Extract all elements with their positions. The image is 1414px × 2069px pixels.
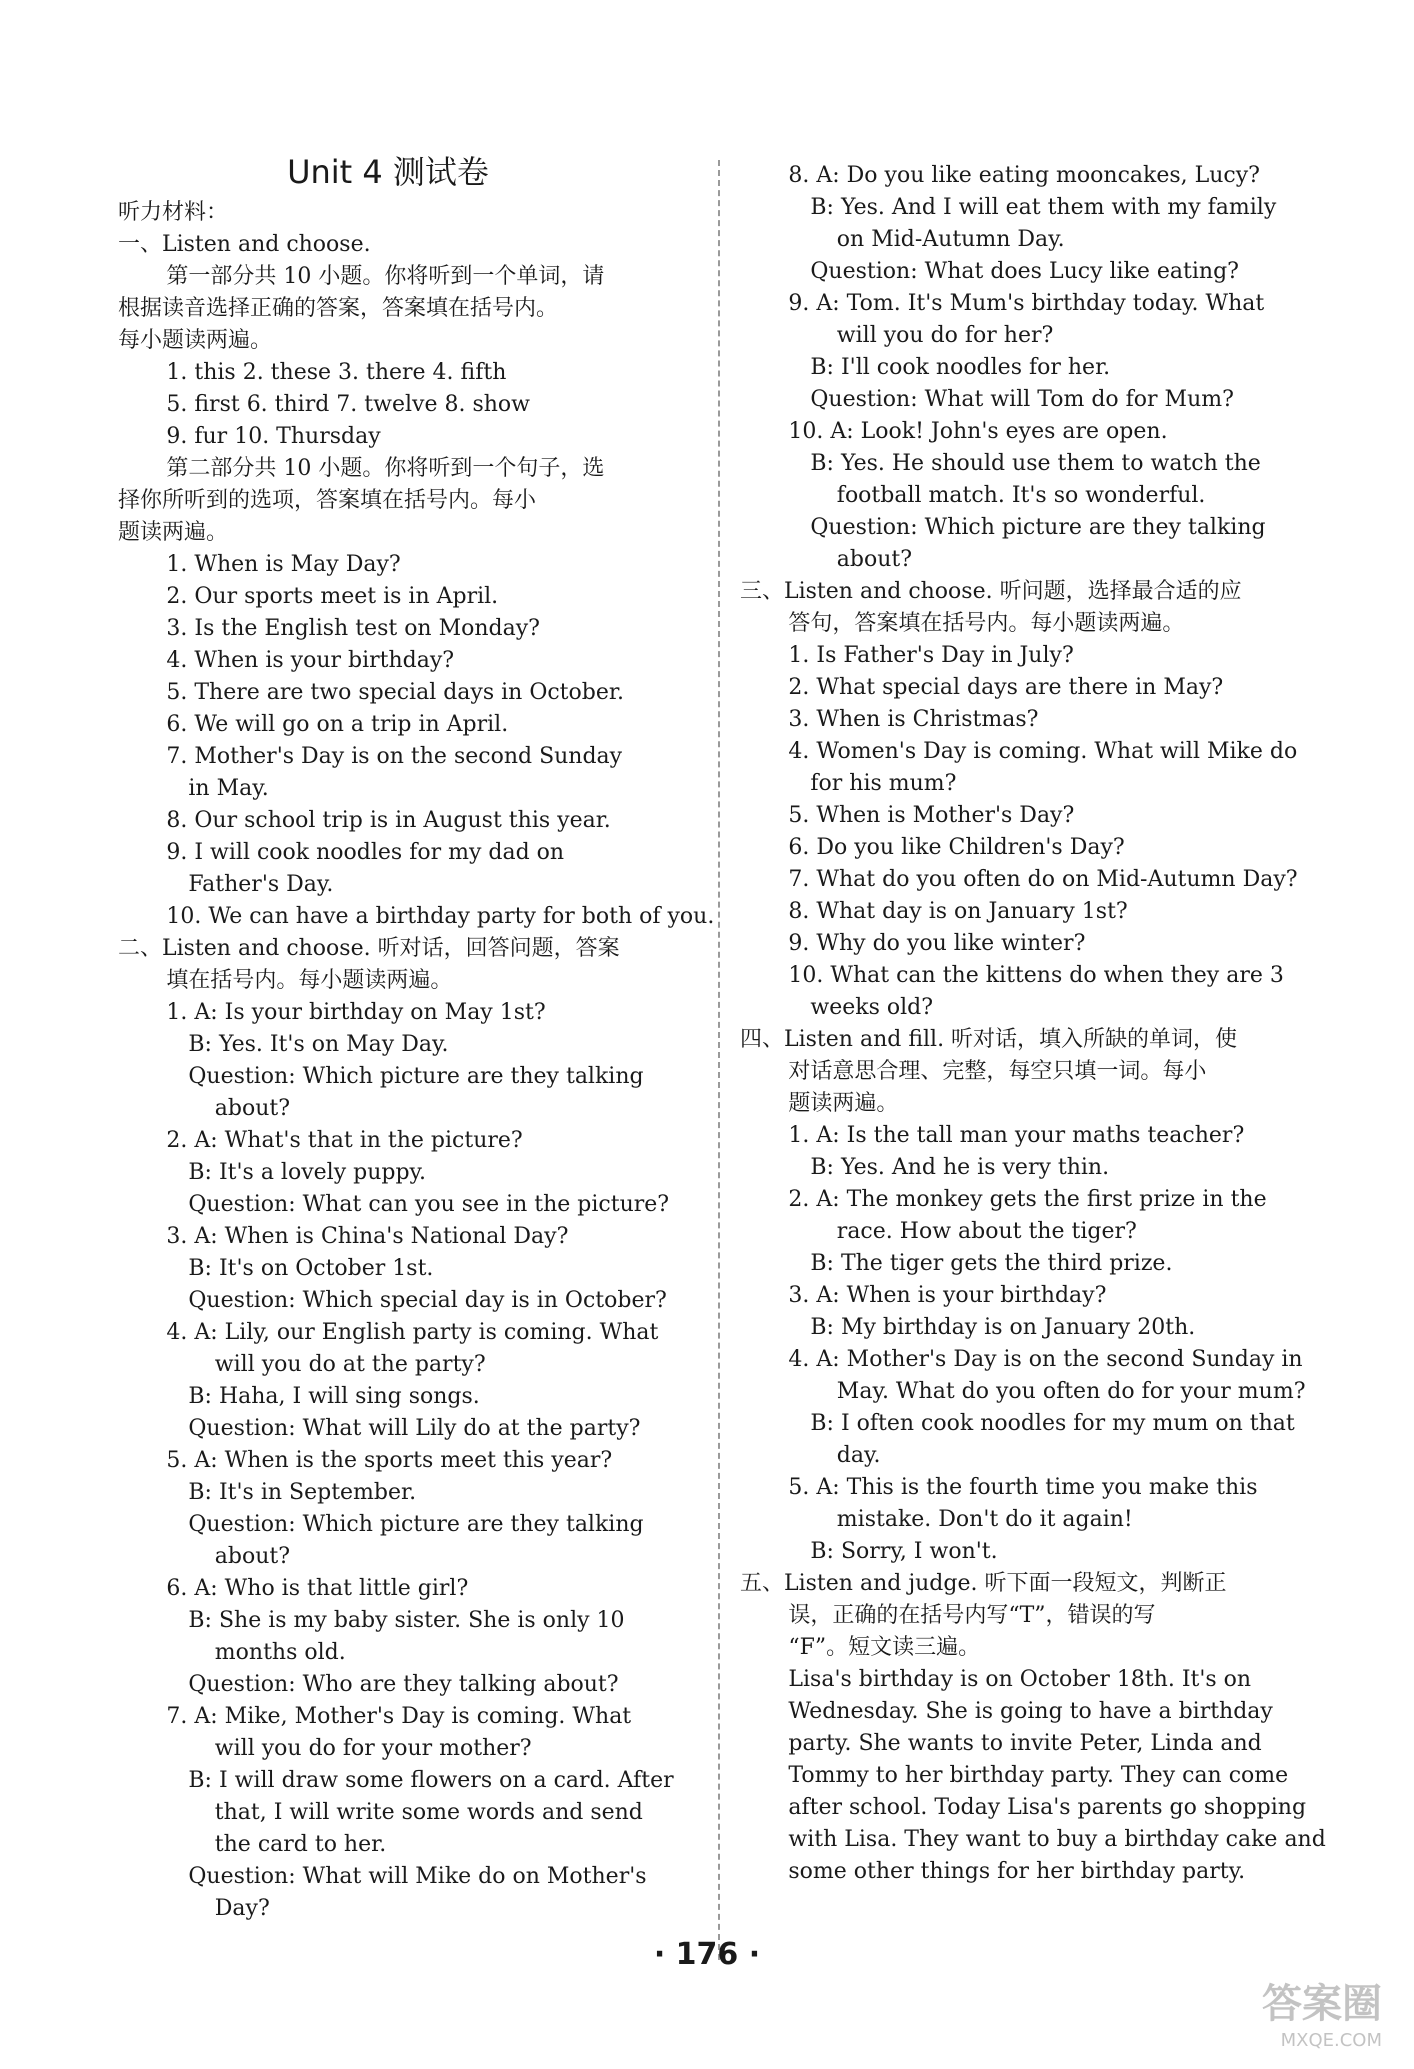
left-text-line: Day? bbox=[214, 1896, 270, 1921]
left-text-line: B: It's on October 1st. bbox=[188, 1256, 434, 1281]
right-text-line: B: Yes. And he is very thin. bbox=[810, 1155, 1110, 1180]
right-text-line: on Mid-Autumn Day. bbox=[836, 227, 1065, 252]
right-text-line: 四、Listen and fill. 听对话，填入所缺的单词，使 bbox=[740, 1027, 1238, 1052]
right-text-line: B: I'll cook noodles for her. bbox=[810, 355, 1111, 380]
left-text-line: B: Yes. It's on May Day. bbox=[188, 1032, 449, 1057]
column-divider bbox=[718, 160, 720, 1960]
left-text-line: Father's Day. bbox=[188, 872, 334, 897]
right-column bbox=[740, 160, 1326, 1888]
right-text-line: “F”。短文读三遍。 bbox=[788, 1635, 981, 1660]
right-text-line: 9. Why do you like winter? bbox=[788, 931, 1086, 956]
left-text-line: months old. bbox=[214, 1640, 346, 1665]
left-text-line: about? bbox=[214, 1096, 291, 1121]
left-text-line: 1. When is May Day? bbox=[166, 552, 401, 577]
left-text-line: 根据读音选择正确的答案，答案填在括号内。 bbox=[118, 296, 559, 321]
right-text-line: 1. A: Is the tall man your maths teacher? bbox=[788, 1123, 1245, 1148]
right-text-line: 2. A: The monkey gets the first prize in the bbox=[788, 1187, 1267, 1212]
left-text-line: 第二部分共 10 小题。你将听到一个句子，选 bbox=[166, 456, 605, 481]
right-text-line: B: Yes. He should use them to watch the bbox=[810, 451, 1261, 476]
left-text-line: 10. We can have a birthday party for both of you. bbox=[166, 904, 715, 929]
right-text-line: 10. What can the kittens do when they are 3 bbox=[788, 963, 1284, 988]
right-text-line: B: The tiger gets the third prize. bbox=[810, 1251, 1173, 1276]
right-text-line: party. She wants to invite Peter, Linda and bbox=[788, 1731, 1262, 1756]
right-text-line: football match. It's so wonderful. bbox=[836, 483, 1206, 508]
left-text-line: 9. I will cook noodles for my dad on bbox=[166, 840, 565, 865]
left-text-line: 填在括号内。每小题读两遍。 bbox=[166, 968, 453, 993]
left-text-line: will you do for your mother? bbox=[214, 1736, 532, 1761]
right-text-line: weeks old? bbox=[810, 995, 934, 1020]
left-text-line: 4. When is your birthday? bbox=[166, 648, 455, 673]
right-text-line: 8. What day is on January 1st? bbox=[788, 899, 1128, 924]
right-text-line: 五、Listen and judge. 听下面一段短文，判断正 bbox=[740, 1571, 1227, 1596]
right-text-line: with Lisa. They want to buy a birthday cake and bbox=[788, 1827, 1326, 1852]
right-text-line: about? bbox=[836, 547, 913, 572]
left-text-line: 题读两遍。 bbox=[118, 520, 229, 545]
left-text-line: 5. There are two special days in October. bbox=[166, 680, 624, 705]
left-text-line: 择你所听到的选项，答案填在括号内。每小 bbox=[118, 488, 537, 513]
right-text-line: B: Sorry, I won't. bbox=[810, 1539, 998, 1564]
left-text-line: the card to her. bbox=[214, 1832, 387, 1857]
left-text-line: in May. bbox=[188, 776, 269, 801]
left-text-line: 2. A: What's that in the picture? bbox=[166, 1128, 523, 1153]
right-text-line: day. bbox=[836, 1443, 881, 1468]
left-text-line: about? bbox=[214, 1544, 291, 1569]
right-text-line: mistake. Don't do it again! bbox=[836, 1507, 1133, 1532]
right-text-line: May. What do you often do for your mum? bbox=[836, 1379, 1306, 1404]
left-text-line: B: It's a lovely puppy. bbox=[188, 1160, 427, 1185]
right-text-line: some other things for her birthday party. bbox=[788, 1859, 1246, 1884]
left-text-line: 8. Our school trip is in August this year. bbox=[166, 808, 611, 833]
right-text-line: B: My birthday is on January 20th. bbox=[810, 1315, 1196, 1340]
left-text-line: 1. A: Is your birthday on May 1st? bbox=[166, 1000, 546, 1025]
right-text-line: 5. A: This is the fourth time you make this bbox=[788, 1475, 1258, 1500]
right-text-line: 4. A: Mother's Day is on the second Sunday in bbox=[788, 1347, 1303, 1372]
right-text-line: 7. What do you often do on Mid-Autumn Day? bbox=[788, 867, 1298, 892]
left-text-line: 5. first 6. third 7. twelve 8. show bbox=[166, 392, 530, 417]
left-text-line: 2. Our sports meet is in April. bbox=[166, 584, 499, 609]
right-text-line: 误，正确的在括号内写“T”，错误的写 bbox=[788, 1603, 1156, 1628]
left-text-line: 听力材料： bbox=[118, 200, 229, 225]
left-text-line: 9. fur 10. Thursday bbox=[166, 424, 381, 449]
left-text-line: 6. We will go on a trip in April. bbox=[166, 712, 509, 737]
left-text-line: Question: What will Mike do on Mother's bbox=[188, 1864, 647, 1889]
left-text-line: Question: Which picture are they talking bbox=[188, 1064, 644, 1089]
left-text-line: 第一部分共 10 小题。你将听到一个单词，请 bbox=[166, 264, 605, 289]
left-text-line: 5. A: When is the sports meet this year? bbox=[166, 1448, 613, 1473]
left-text-line: Question: Which picture are they talking bbox=[188, 1512, 644, 1537]
right-text-line: 三、Listen and choose. 听问题，选择最合适的应 bbox=[740, 579, 1242, 604]
left-text-line: B: She is my baby sister. She is only 10 bbox=[188, 1608, 625, 1633]
left-text-line: 1. this 2. these 3. there 4. fifth bbox=[166, 360, 507, 385]
left-text-line: Question: What can you see in the picture? bbox=[188, 1192, 670, 1217]
left-text-line: B: I will draw some flowers on a card. After bbox=[188, 1768, 674, 1793]
right-text-line: B: Yes. And I will eat them with my family bbox=[810, 195, 1277, 220]
left-text-line: Question: What will Lily do at the party? bbox=[188, 1416, 641, 1441]
right-text-line: 题读两遍。 bbox=[788, 1091, 899, 1116]
left-text-line: 一、Listen and choose. bbox=[118, 232, 371, 257]
right-text-line: will you do for her? bbox=[836, 323, 1054, 348]
left-text-line: 3. Is the English test on Monday? bbox=[166, 616, 540, 641]
left-text-line: will you do at the party? bbox=[214, 1352, 486, 1377]
left-text-line: 二、Listen and choose. 听对话，回答问题，答案 bbox=[118, 936, 620, 961]
right-text-line: 1. Is Father's Day in July? bbox=[788, 643, 1074, 668]
left-text-line: 3. A: When is China's National Day? bbox=[166, 1224, 569, 1249]
right-text-line: 答句，答案填在括号内。每小题读两遍。 bbox=[788, 611, 1185, 636]
right-text-line: 8. A: Do you like eating mooncakes, Lucy? bbox=[788, 163, 1260, 188]
left-text-line: Question: Who are they talking about? bbox=[188, 1672, 619, 1697]
watermark-top-text: 答案圈 bbox=[1262, 1981, 1382, 2027]
right-text-line: 6. Do you like Children's Day? bbox=[788, 835, 1125, 860]
right-text-line: Lisa's birthday is on October 18th. It's on bbox=[788, 1667, 1252, 1692]
right-text-line: 对话意思合理、完整，每空只填一词。每小 bbox=[788, 1059, 1207, 1084]
left-text-line: B: Haha, I will sing songs. bbox=[188, 1384, 480, 1409]
right-text-line: for his mum? bbox=[810, 771, 957, 796]
right-text-line: 4. Women's Day is coming. What will Mike do bbox=[788, 739, 1298, 764]
left-text-line: B: It's in September. bbox=[188, 1480, 417, 1505]
left-text-line: 6. A: Who is that little girl? bbox=[166, 1576, 469, 1601]
right-text-line: 3. When is Christmas? bbox=[788, 707, 1039, 732]
watermark-bottom-text: MXQE.COM bbox=[1280, 2030, 1382, 2051]
right-text-line: 10. A: Look! John's eyes are open. bbox=[788, 419, 1168, 444]
right-text-line: Question: What does Lucy like eating? bbox=[810, 259, 1239, 284]
left-column bbox=[118, 197, 715, 1925]
page-number: · 176 · bbox=[653, 1937, 761, 1972]
left-text-line: Question: Which special day is in October? bbox=[188, 1288, 667, 1313]
left-text-line: 7. A: Mike, Mother's Day is coming. What bbox=[166, 1704, 632, 1729]
watermark-logo bbox=[1152, 1981, 1392, 2051]
right-text-line: Question: Which picture are they talking bbox=[810, 515, 1266, 540]
page-title: Unit 4 测试卷 bbox=[287, 153, 489, 191]
left-text-line: 每小题读两遍。 bbox=[118, 328, 273, 353]
right-text-line: 2. What special days are there in May? bbox=[788, 675, 1224, 700]
right-text-line: Question: What will Tom do for Mum? bbox=[810, 387, 1234, 412]
left-text-line: that, I will write some words and send bbox=[214, 1800, 643, 1825]
right-text-line: 9. A: Tom. It's Mum's birthday today. What bbox=[788, 291, 1265, 316]
right-text-line: after school. Today Lisa's parents go shopping bbox=[788, 1795, 1307, 1820]
right-text-line: Wednesday. She is going to have a birthday bbox=[788, 1699, 1273, 1724]
right-text-line: B: I often cook noodles for my mum on that bbox=[810, 1411, 1295, 1436]
right-text-line: race. How about the tiger? bbox=[836, 1219, 1137, 1244]
right-text-line: Tommy to her birthday party. They can come bbox=[788, 1763, 1289, 1788]
right-text-line: 3. A: When is your birthday? bbox=[788, 1283, 1107, 1308]
left-text-line: 7. Mother's Day is on the second Sunday bbox=[166, 744, 623, 769]
left-text-line: 4. A: Lily, our English party is coming. What bbox=[166, 1320, 659, 1345]
right-text-line: 5. When is Mother's Day? bbox=[788, 803, 1075, 828]
